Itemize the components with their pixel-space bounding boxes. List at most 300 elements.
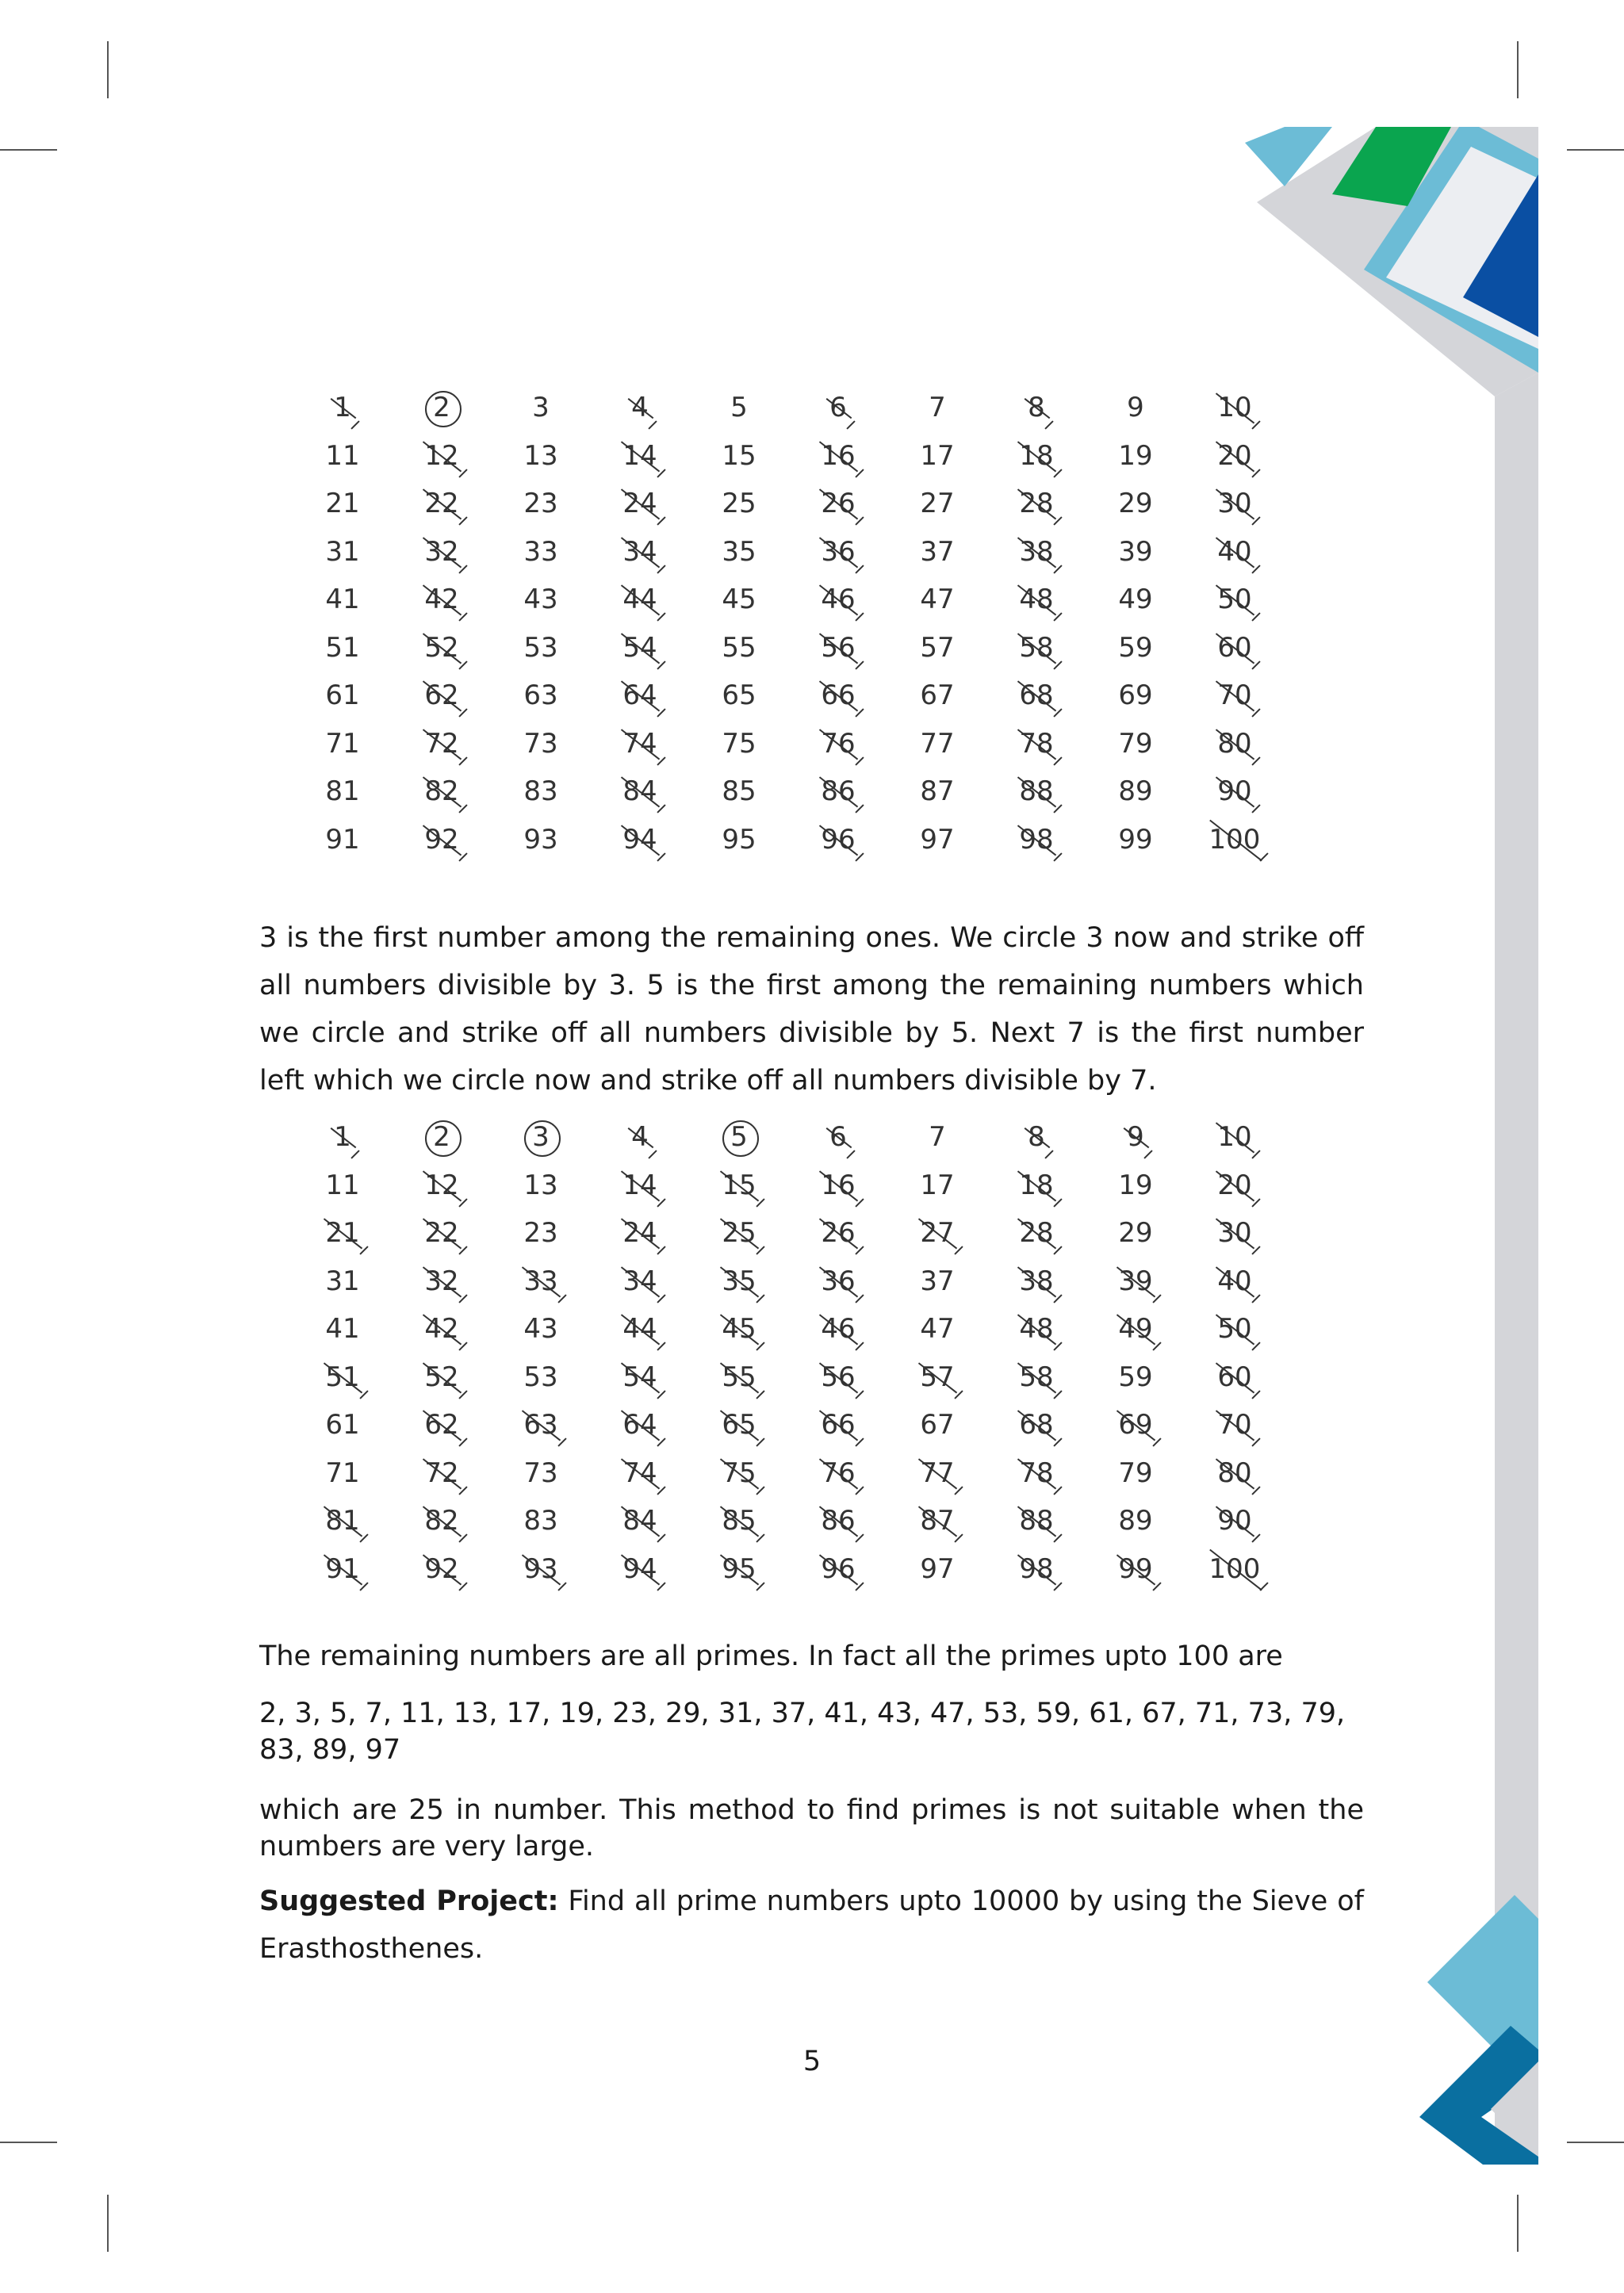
- number-text: 11: [325, 1169, 360, 1201]
- number-text: 54: [622, 1361, 657, 1393]
- grid-number: [1094, 768, 1177, 815]
- grid-number: [500, 576, 582, 623]
- number-text: 64: [622, 1409, 657, 1441]
- number-text: 52: [424, 631, 459, 664]
- struck-number: [995, 528, 1078, 576]
- number-text: 10: [1217, 1121, 1252, 1153]
- grid-number: [896, 1162, 979, 1209]
- grid-number: [896, 816, 979, 863]
- number-text: 5: [730, 1121, 748, 1153]
- struck-number: [995, 1401, 1078, 1449]
- struck-number: [995, 480, 1078, 527]
- number-text: 99: [1118, 823, 1153, 856]
- number-text: 8: [1028, 1121, 1045, 1153]
- struck-number: [995, 1258, 1078, 1305]
- number-text: 100: [1208, 823, 1261, 856]
- grid-number: [1094, 576, 1177, 623]
- number-text: 43: [523, 1313, 558, 1345]
- number-text: 2: [433, 392, 450, 423]
- grid-number: [1094, 672, 1177, 719]
- grid-number: [698, 768, 780, 815]
- struck-number: [400, 768, 483, 815]
- number-text: 20: [1217, 439, 1252, 472]
- grid-number: [896, 1258, 979, 1305]
- number-text: 86: [821, 1505, 856, 1537]
- grid-number: [500, 432, 582, 480]
- number-text: 16: [821, 439, 856, 472]
- suggested-project: [259, 1878, 1364, 1973]
- struck-number: [1193, 720, 1276, 768]
- number-text: 29: [1118, 488, 1153, 519]
- grid-number: [1094, 1353, 1177, 1401]
- struck-number: [400, 1305, 483, 1353]
- number-text: 27: [920, 1217, 955, 1249]
- number-text: 85: [722, 775, 756, 807]
- struck-number: [599, 672, 681, 719]
- struck-number: [1193, 768, 1276, 815]
- number-text: 8: [1028, 392, 1045, 423]
- grid-row: [301, 672, 1364, 719]
- grid-row: [301, 624, 1364, 672]
- number-text: 14: [622, 439, 657, 472]
- grid-row: [301, 1401, 1364, 1449]
- grid-number: [301, 432, 384, 480]
- number-text: 23: [523, 1217, 558, 1249]
- number-text: 75: [722, 727, 756, 760]
- suggested-project-label: Suggested Project:: [259, 1885, 559, 1917]
- number-text: 24: [622, 488, 657, 519]
- number-text: 85: [722, 1505, 756, 1537]
- grid-number: [1094, 1162, 1177, 1209]
- struck-number: [500, 1401, 582, 1449]
- grid-number: [500, 1209, 582, 1257]
- number-text: 81: [325, 775, 360, 807]
- grid-number: [896, 480, 979, 527]
- struck-number: [400, 528, 483, 576]
- number-text: 94: [622, 823, 657, 856]
- number-text: 58: [1019, 1361, 1054, 1393]
- grid-number: [896, 576, 979, 623]
- number-text: 67: [920, 679, 955, 711]
- number-text: 77: [920, 1457, 955, 1489]
- number-text: 27: [920, 488, 955, 519]
- grid-number: [896, 432, 979, 480]
- struck-number: [698, 1353, 780, 1401]
- struck-number: [1193, 1209, 1276, 1257]
- grid-row: [301, 480, 1364, 527]
- number-text: 21: [325, 1217, 360, 1249]
- struck-number: [400, 1449, 483, 1497]
- struck-number: [599, 576, 681, 623]
- number-text: 38: [1019, 535, 1054, 568]
- number-text: 3: [532, 392, 550, 423]
- number-text: 14: [622, 1169, 657, 1201]
- circled-number: [500, 1113, 582, 1161]
- struck-number: [400, 576, 483, 623]
- number-text: 20: [1217, 1169, 1252, 1201]
- grid-number: [1094, 816, 1177, 863]
- number-text: 96: [821, 1552, 856, 1585]
- struck-number: [797, 480, 879, 527]
- struck-number: [995, 1353, 1078, 1401]
- number-text: 4: [631, 392, 649, 423]
- number-text: 6: [829, 392, 847, 423]
- number-text: 28: [1019, 488, 1054, 519]
- circled-number: [400, 1113, 483, 1161]
- grid-row: [301, 1305, 1364, 1353]
- struck-number: [301, 1113, 384, 1161]
- grid-row: [301, 1162, 1364, 1209]
- grid-number: [500, 672, 582, 719]
- number-text: 67: [920, 1409, 955, 1441]
- number-text: 2: [433, 1121, 450, 1153]
- number-text: 88: [1019, 1505, 1054, 1537]
- grid-number: [500, 1162, 582, 1209]
- grid-number: [301, 576, 384, 623]
- struck-number: [301, 1209, 384, 1257]
- grid-number: [698, 480, 780, 527]
- number-text: 45: [722, 1313, 756, 1345]
- number-text: 49: [1118, 1313, 1153, 1345]
- grid-number: [500, 1497, 582, 1545]
- struck-number: [1193, 576, 1276, 623]
- number-text: 60: [1217, 1361, 1252, 1393]
- number-text: 48: [1019, 1313, 1054, 1345]
- number-text: 78: [1019, 1457, 1054, 1489]
- number-text: 10: [1217, 392, 1252, 423]
- grid-number: [1094, 432, 1177, 480]
- number-text: 95: [722, 1552, 756, 1585]
- number-text: 62: [424, 679, 459, 711]
- number-text: 65: [722, 1409, 756, 1441]
- number-text: 68: [1019, 1409, 1054, 1441]
- struck-number: [1193, 624, 1276, 672]
- struck-number: [698, 1497, 780, 1545]
- struck-number: [599, 816, 681, 863]
- struck-number: [400, 1209, 483, 1257]
- struck-number: [797, 672, 879, 719]
- number-text: 37: [920, 1265, 955, 1297]
- struck-number: [1094, 1113, 1177, 1161]
- struck-number: [599, 624, 681, 672]
- number-text: 9: [1127, 1121, 1144, 1153]
- struck-number: [301, 384, 384, 431]
- struck-number: [301, 1353, 384, 1401]
- number-text: 70: [1217, 1409, 1252, 1441]
- grid-number: [896, 1305, 979, 1353]
- number-text: 41: [325, 584, 360, 615]
- number-text: 7: [929, 392, 946, 423]
- struck-number: [1193, 672, 1276, 719]
- grid-number: [301, 480, 384, 527]
- struck-number: [301, 1497, 384, 1545]
- number-text: 39: [1118, 535, 1153, 568]
- number-text: 59: [1118, 1361, 1153, 1393]
- number-text: 34: [622, 535, 657, 568]
- number-text: 47: [920, 584, 955, 615]
- number-text: 92: [424, 823, 459, 856]
- number-text: 76: [821, 727, 856, 760]
- grid-number: [896, 624, 979, 672]
- struck-number: [797, 384, 879, 431]
- number-text: 38: [1019, 1265, 1054, 1297]
- number-text: 12: [424, 1169, 459, 1201]
- number-text: 42: [424, 1313, 459, 1345]
- number-text: 61: [325, 1409, 360, 1441]
- number-text: 83: [523, 775, 558, 807]
- number-text: 49: [1118, 584, 1153, 615]
- number-text: 36: [821, 1265, 856, 1297]
- number-text: 71: [325, 1457, 360, 1489]
- struck-number: [995, 720, 1078, 768]
- grid-number: [1094, 384, 1177, 431]
- struck-number: [797, 1209, 879, 1257]
- number-text: 6: [829, 1121, 847, 1153]
- number-text: 74: [622, 1457, 657, 1489]
- struck-number: [995, 1209, 1078, 1257]
- struck-number: [599, 1305, 681, 1353]
- number-text: 72: [424, 727, 459, 760]
- grid-row: [301, 1545, 1364, 1593]
- paragraph-method-note: which are 25 in number. This method to find primes is not suitable when the numbers are very large.: [259, 1794, 1364, 1862]
- grid-number: [301, 1305, 384, 1353]
- number-text: 99: [1118, 1552, 1153, 1585]
- circled-number: [400, 384, 483, 431]
- struck-number: [797, 1449, 879, 1497]
- number-text: 22: [424, 488, 459, 519]
- number-text: 12: [424, 439, 459, 472]
- number-text: 50: [1217, 584, 1252, 615]
- struck-number: [599, 384, 681, 431]
- grid-number: [500, 768, 582, 815]
- grid-number: [698, 624, 780, 672]
- grid-number: [301, 1258, 384, 1305]
- number-text: 44: [622, 584, 657, 615]
- struck-number: [698, 1162, 780, 1209]
- struck-number: [797, 1353, 879, 1401]
- struck-number: [400, 672, 483, 719]
- number-text: 35: [722, 535, 756, 568]
- grid-number: [896, 528, 979, 576]
- struck-number: [797, 816, 879, 863]
- struck-number: [698, 1305, 780, 1353]
- number-text: 69: [1118, 679, 1153, 711]
- struck-number: [995, 432, 1078, 480]
- number-text: 33: [523, 1265, 558, 1297]
- struck-number: [698, 1449, 780, 1497]
- number-text: 69: [1118, 1409, 1153, 1441]
- number-text: 24: [622, 1217, 657, 1249]
- number-text: 35: [722, 1265, 756, 1297]
- struck-number: [400, 720, 483, 768]
- number-text: 74: [622, 727, 657, 760]
- number-text: 19: [1118, 1169, 1153, 1201]
- struck-number: [599, 1162, 681, 1209]
- number-text: 23: [523, 488, 558, 519]
- struck-number: [1193, 528, 1276, 576]
- struck-number: [995, 1449, 1078, 1497]
- struck-number: [599, 1497, 681, 1545]
- number-text: 55: [722, 1361, 756, 1393]
- grid-number: [1094, 1497, 1177, 1545]
- number-text: 1: [334, 1121, 351, 1153]
- grid-number: [698, 672, 780, 719]
- struck-number: [797, 768, 879, 815]
- number-text: 93: [523, 823, 558, 856]
- number-text: 88: [1019, 775, 1054, 807]
- number-text: 91: [325, 823, 360, 856]
- number-text: 79: [1118, 1457, 1153, 1489]
- number-text: 21: [325, 488, 360, 519]
- number-text: 15: [722, 439, 756, 472]
- grid-number: [1094, 1209, 1177, 1257]
- struck-number: [995, 576, 1078, 623]
- grid-number: [698, 432, 780, 480]
- struck-number: [797, 1545, 879, 1593]
- struck-number: [599, 1258, 681, 1305]
- number-text: 57: [920, 1361, 955, 1393]
- number-text: 73: [523, 727, 558, 760]
- paragraph-remaining-primes: The remaining numbers are all primes. In fact all the primes upto 100 are: [259, 1640, 1283, 1672]
- grid-number: [896, 1545, 979, 1593]
- number-text: 92: [424, 1552, 459, 1585]
- grid-number: [1094, 720, 1177, 768]
- number-text: 84: [622, 775, 657, 807]
- number-text: 5: [730, 392, 748, 423]
- number-text: 53: [523, 631, 558, 664]
- struck-number: [995, 672, 1078, 719]
- number-text: 95: [722, 823, 756, 856]
- number-text: 44: [622, 1313, 657, 1345]
- struck-number: [797, 1162, 879, 1209]
- struck-number: [995, 816, 1078, 863]
- struck-number: [797, 1305, 879, 1353]
- grid-number: [500, 384, 582, 431]
- number-text: 66: [821, 679, 856, 711]
- grid-row: [301, 384, 1364, 431]
- struck-number: [1193, 1162, 1276, 1209]
- number-text: 90: [1217, 775, 1252, 807]
- grid-number: [500, 1305, 582, 1353]
- grid-number: [301, 816, 384, 863]
- grid-number: [698, 816, 780, 863]
- number-text: 42: [424, 584, 459, 615]
- number-text: 7: [929, 1121, 946, 1153]
- number-text: 9: [1127, 392, 1144, 423]
- struck-number: [599, 1545, 681, 1593]
- grid-row: [301, 1209, 1364, 1257]
- struck-number: [400, 1258, 483, 1305]
- struck-number: [797, 624, 879, 672]
- number-text: 52: [424, 1361, 459, 1393]
- number-text: 46: [821, 584, 856, 615]
- struck-number: [1193, 1401, 1276, 1449]
- number-text: 65: [722, 679, 756, 711]
- number-text: 34: [622, 1265, 657, 1297]
- grid-row: [301, 1113, 1364, 1161]
- struck-number: [301, 1545, 384, 1593]
- number-text: 58: [1019, 631, 1054, 664]
- number-text: 62: [424, 1409, 459, 1441]
- grid-number: [698, 720, 780, 768]
- grid-number: [301, 768, 384, 815]
- struck-number: [1094, 1545, 1177, 1593]
- grid-number: [1094, 528, 1177, 576]
- struck-number: [995, 1497, 1078, 1545]
- grid-number: [301, 1401, 384, 1449]
- number-text: 75: [722, 1457, 756, 1489]
- struck-number: [599, 1353, 681, 1401]
- struck-number: [1193, 1449, 1276, 1497]
- grid-number: [896, 1113, 979, 1161]
- grid-number: [896, 672, 979, 719]
- struck-number: [995, 384, 1078, 431]
- number-text: 36: [821, 535, 856, 568]
- struck-number: [797, 576, 879, 623]
- number-text: 51: [325, 1361, 360, 1393]
- page-number: 5: [802, 2046, 822, 2077]
- number-text: 26: [821, 1217, 856, 1249]
- number-text: 37: [920, 535, 955, 568]
- number-text: 55: [722, 631, 756, 664]
- number-text: 56: [821, 1361, 856, 1393]
- number-text: 96: [821, 823, 856, 856]
- circled-number: [698, 1113, 780, 1161]
- struck-number: [797, 1401, 879, 1449]
- struck-number: [1193, 1305, 1276, 1353]
- number-text: 70: [1217, 679, 1252, 711]
- grid-number: [301, 1162, 384, 1209]
- number-text: 90: [1217, 1505, 1252, 1537]
- number-text: 91: [325, 1552, 360, 1585]
- number-text: 13: [523, 1169, 558, 1201]
- number-text: 17: [920, 439, 955, 472]
- struck-number: [995, 1162, 1078, 1209]
- grid-number: [500, 624, 582, 672]
- number-text: 82: [424, 775, 459, 807]
- struck-number: [797, 1497, 879, 1545]
- struck-number: [599, 432, 681, 480]
- number-text: 50: [1217, 1313, 1252, 1345]
- number-text: 54: [622, 631, 657, 664]
- number-text: 89: [1118, 1505, 1153, 1537]
- number-text: 66: [821, 1409, 856, 1441]
- grid-number: [1094, 624, 1177, 672]
- number-text: 87: [920, 775, 955, 807]
- number-text: 13: [523, 439, 558, 472]
- grid-number: [698, 528, 780, 576]
- grid-number: [301, 672, 384, 719]
- struck-number: [599, 1209, 681, 1257]
- struck-number: [896, 1209, 979, 1257]
- struck-number: [400, 816, 483, 863]
- struck-number: [995, 768, 1078, 815]
- number-text: 73: [523, 1457, 558, 1489]
- number-text: 80: [1217, 1457, 1252, 1489]
- number-text: 25: [722, 488, 756, 519]
- grid-number: [301, 528, 384, 576]
- number-text: 18: [1019, 439, 1054, 472]
- struck-number: [599, 1401, 681, 1449]
- number-text: 32: [424, 535, 459, 568]
- number-text: 97: [920, 823, 955, 856]
- number-text: 59: [1118, 631, 1153, 664]
- number-text: 89: [1118, 775, 1153, 807]
- grid-number: [698, 576, 780, 623]
- struck-number: [400, 480, 483, 527]
- grid-number: [896, 768, 979, 815]
- number-text: 80: [1217, 727, 1252, 760]
